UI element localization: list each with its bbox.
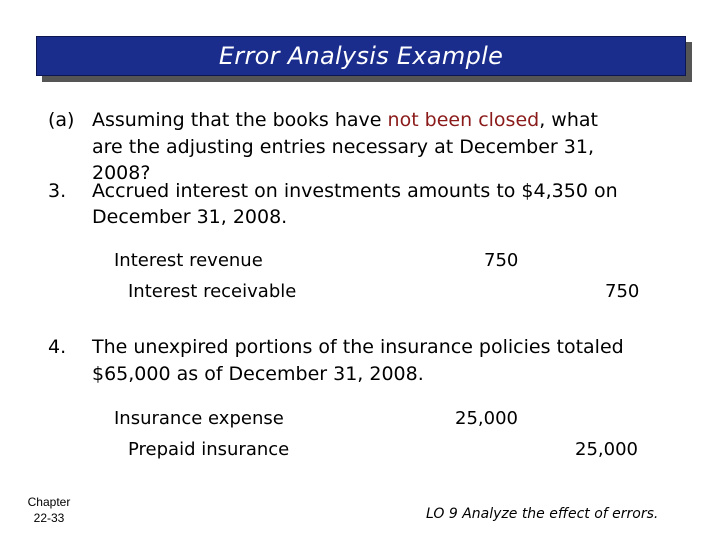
item-4-credit-amount: 25,000 — [575, 439, 638, 460]
item-3-line-1: Accrued interest on investments amounts to $4,350 on — [92, 180, 618, 202]
part-a-line-3: 2008? — [92, 162, 151, 184]
item-4-line-1: The unexpired portions of the insurance policies totaled — [92, 336, 624, 358]
item-3-debit-account: Interest revenue — [114, 250, 263, 271]
item-4-debit-amount: 25,000 — [455, 408, 518, 429]
part-a-line-1 — [92, 109, 598, 131]
item-4-credit-account: Prepaid insurance — [128, 439, 290, 460]
item-3-debit-amount: 750 — [484, 250, 519, 271]
chapter-label: Chapter — [27, 495, 71, 509]
part-a-text-after: , what — [539, 109, 598, 131]
item-4-line-2: $65,000 as of December 31, 2008. — [92, 363, 424, 385]
item-4-number: 4. — [48, 336, 67, 358]
item-3-credit-account: Interest receivable — [128, 281, 297, 302]
learning-objective: LO 9 Analyze the effect of errors. — [426, 506, 659, 522]
part-a-marker: (a) — [48, 109, 75, 131]
chapter-page: 22-33 — [33, 511, 65, 525]
chapter-reference — [14, 494, 84, 526]
item-3-number: 3. — [48, 180, 67, 202]
part-a-text-before: Assuming that the books have — [92, 109, 388, 131]
slide-title: Error Analysis Example — [218, 42, 504, 70]
part-a-line-2: are the adjusting entries necessary at December 31, — [92, 136, 594, 158]
item-3-credit-amount: 750 — [605, 281, 640, 302]
part-a-highlight: not been closed — [387, 109, 540, 131]
title-bar — [36, 36, 686, 76]
item-4-debit-account: Insurance expense — [114, 408, 284, 429]
item-3-line-2: December 31, 2008. — [92, 206, 288, 228]
